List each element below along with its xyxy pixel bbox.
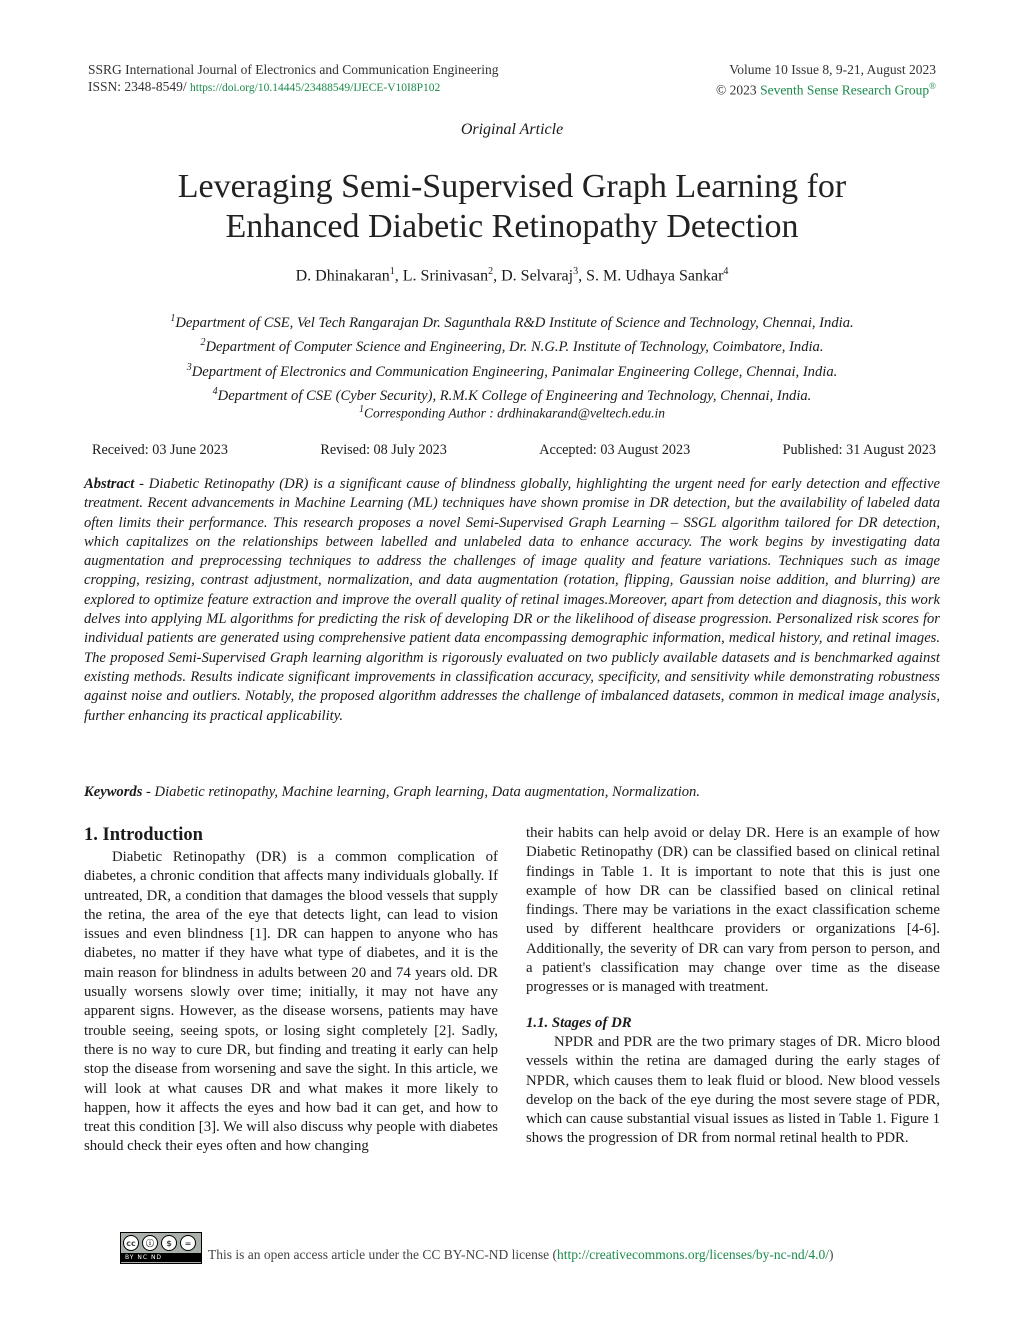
aff-sup: 2: [200, 337, 206, 349]
license-prefix: This is an open access article under the CC BY-NC-ND license (: [208, 1247, 558, 1262]
doi-link[interactable]: https://doi.org/10.14445/23488549/IJECE-V10I8P102: [190, 82, 441, 94]
journal-header: [88, 61, 499, 97]
affiliations: [0, 309, 1024, 406]
subsection-heading-stages: 1.1. Stages of DR: [526, 1014, 632, 1031]
cc-badge-label: BY NC ND: [121, 1253, 201, 1262]
registered-mark: ®: [929, 81, 936, 91]
affiliation: [0, 358, 1024, 382]
article-type: Original Article: [460, 121, 564, 138]
license-footer: [120, 1232, 833, 1264]
keywords-text: - Diabetic retinopathy, Machine learning, Graph learning, Data augmentation, Normalization.: [142, 784, 701, 800]
section-heading-introduction: 1. Introduction: [84, 825, 203, 845]
aff-text: Department of Electronics and Communication Engineering, Panimalar Engineering College, Chennai, India.: [191, 363, 838, 380]
affiliation: [0, 333, 1024, 357]
author-sup: 4: [723, 266, 729, 277]
corresponding-author: [0, 404, 1024, 422]
aff-sup: 3: [186, 361, 192, 373]
aff-sup: 1: [170, 313, 176, 324]
affiliation: [0, 309, 1024, 333]
author: S. M. Udhaya Sankar: [586, 267, 724, 285]
copyright-prefix: © 2023: [716, 82, 757, 98]
author-sup: 1: [389, 266, 395, 277]
intro-paragraph-continued: their habits can help avoid or delay DR. Here is an example of how Diabetic Retinopathy (DR) can be classified based on clinical retinal findings in Table 1. It is important to note that this is just one example of how DR can be classified based on clinical retinal findings. There may be variations in the exact classification scheme used by different healthcare providers or organizations [4-6]. Additionally, the severity of DR can vary from person to person, and a patient's classification may change over time as the disease progresses or is managed with treatment.: [526, 825, 940, 996]
aff-text: Department of Computer Science and Engineering, Dr. N.G.P. Institute of Technology, Coimbatore, India.: [205, 339, 824, 356]
volume-info: Volume 10 Issue 8, 9-21, August 2023: [729, 62, 936, 77]
corr-text: Corresponding Author : drdhinakarand@veltech.edu.in: [363, 405, 665, 421]
copyright-line: [716, 78, 936, 99]
attribution-icon: ⓘ: [142, 1235, 158, 1251]
issn-line: [88, 78, 499, 97]
stages-paragraph: NPDR and PDR are the two primary stages of DR. Micro blood vessels within the retina are damaged during the early stages of NPDR, which causes them to leak fluid or blood. New blood vessels develop on the back of the eye during the most severe stage of PDR, which can cause substantial visual issues as listed in Table 1. Figure 1 shows the progression of DR from normal retinal health to PDR.: [526, 1033, 940, 1147]
journal-name: SSRG International Journal of Electronics and Communication Engineering: [88, 62, 499, 77]
cc-icon: cc: [123, 1235, 139, 1251]
keywords-label: Keywords: [84, 784, 143, 800]
license-suffix: ): [828, 1247, 834, 1262]
license-text: [208, 1247, 833, 1264]
revised-date: Revised: 08 July 2023: [320, 442, 447, 458]
cc-license-badge[interactable]: [120, 1232, 202, 1264]
author: D. Selvaraj: [501, 267, 574, 285]
title-line-1: Leveraging Semi-Supervised Graph Learning for: [177, 168, 847, 205]
abstract-label: Abstract: [84, 476, 135, 492]
accepted-date: Accepted: 03 August 2023: [539, 442, 691, 458]
volume-header: [716, 61, 936, 99]
author-sup: 2: [488, 266, 494, 277]
aff-text: Department of CSE (Cyber Security), R.M.K College of Engineering and Technology, Chennai, India.: [217, 387, 812, 404]
noderivatives-icon: =: [180, 1235, 196, 1251]
right-column: [526, 824, 940, 1149]
issn: ISSN: 2348-8549/: [88, 79, 187, 94]
cc-icons: [121, 1233, 201, 1253]
intro-paragraph: Diabetic Retinopathy (DR) is a common complication of diabetes, a chronic condition that affects many individuals globally. If untreated, DR, a condition that damages the blood vessels that supply the retina, the area of the eye that detects light, can lead to vision issues and even blindness [1]. DR can happen to anyone who has diabetes, no matter if they have what type of diabetes, and it is the main reason for blindness in adults between 20 and 74 years old. DR usually worsens slowly over time; initially, it may not have any apparent signs. However, as the disease worsens, patients may have trouble seeing, seeing spots, or losing sight completely [2]. Sadly, there is no way to cure DR, but finding and treating it early can help stop the disease from worsening and save the sight. In this article, we will look at what causes DR and what makes it more likely to happen, how it affects the eyes and how bad it can get, and how to treat this condition [3]. We will also discuss why people with diabetes should check their eyes often and how changing: [84, 849, 498, 1155]
left-column: [84, 824, 498, 1157]
abstract-text: - Diabetic Retinopathy (DR) is a significant cause of blindness globally, highlighting the urgent need for early detection and effective treatment. Recent advancements in Machine Learning (ML) techniques have shown promise in DR detection, but the availability of labeled data often limits their performance. This research proposes a novel Semi-Supervised Graph Learning – SSGL algorithm tailored for DR detection, which capitalizes on the relationships between labelled and unlabeled data to enhance accuracy. The work begins by investigating data augmentation and preprocessing techniques to address the challenges of image quality and feature variations. Techniques such as image cropping, resizing, contrast adjustment, normalization, and data augmentation (rotation, flipping, Gaussian noise addition, and blurring) are explored to optimize feature extraction and improve the overall quality of retinal images.Moreover, apart from detection and diagnosis, this work delves into applying ML algorithms for predicting the risk of developing DR or the likelihood of disease progression. Personalized risk scores for individual patients are generated using comprehensive patient data encompassing demographic information, medical history, and retinal images. The proposed Semi-Supervised Graph learning algorithm is rigorously evaluated on two publicly available datasets and is benchmarked against existing methods. Results indicate significant improvements in classification accuracy, specificity, and sensitivity while demonstrating robustness against noise and outliers. Notably, the proposed algorithm addresses the challenge of imbalanced datasets, common in medical image analysis, further enhancing its practical applicability.: [84, 476, 940, 724]
title-line-2: Enhanced Diabetic Retinopathy Detection: [225, 208, 799, 245]
author-sup: 3: [573, 266, 579, 277]
corr-sup: 1: [358, 404, 364, 415]
received-date: Received: 03 June 2023: [92, 442, 228, 458]
publisher-link[interactable]: Seventh Sense Research Group: [760, 82, 930, 98]
aff-text: Department of CSE, Vel Tech Rangarajan Dr. Sagunthala R&D Institute of Science and Technology, Chennai, India.: [175, 314, 854, 331]
paper-title: [0, 167, 1024, 247]
published-date: Published: 31 August 2023: [782, 442, 936, 458]
abstract: [84, 475, 940, 726]
author: L. Srinivasan: [402, 267, 489, 285]
keywords: [84, 784, 940, 801]
author-list: D. Dhinakaran$^1$, L. Srinivasan$^2$, D. Selvaraj$^3$, S. M. Udhaya Sankar$^4$: [295, 266, 729, 285]
license-link[interactable]: http://creativecommons.org/licenses/by-nc-nd/4.0/: [557, 1247, 829, 1262]
noncommercial-icon: $: [161, 1235, 177, 1251]
article-dates: [92, 442, 936, 459]
aff-sup: 4: [212, 386, 218, 398]
affiliation: [0, 382, 1024, 406]
author: D. Dhinakaran: [295, 267, 390, 285]
